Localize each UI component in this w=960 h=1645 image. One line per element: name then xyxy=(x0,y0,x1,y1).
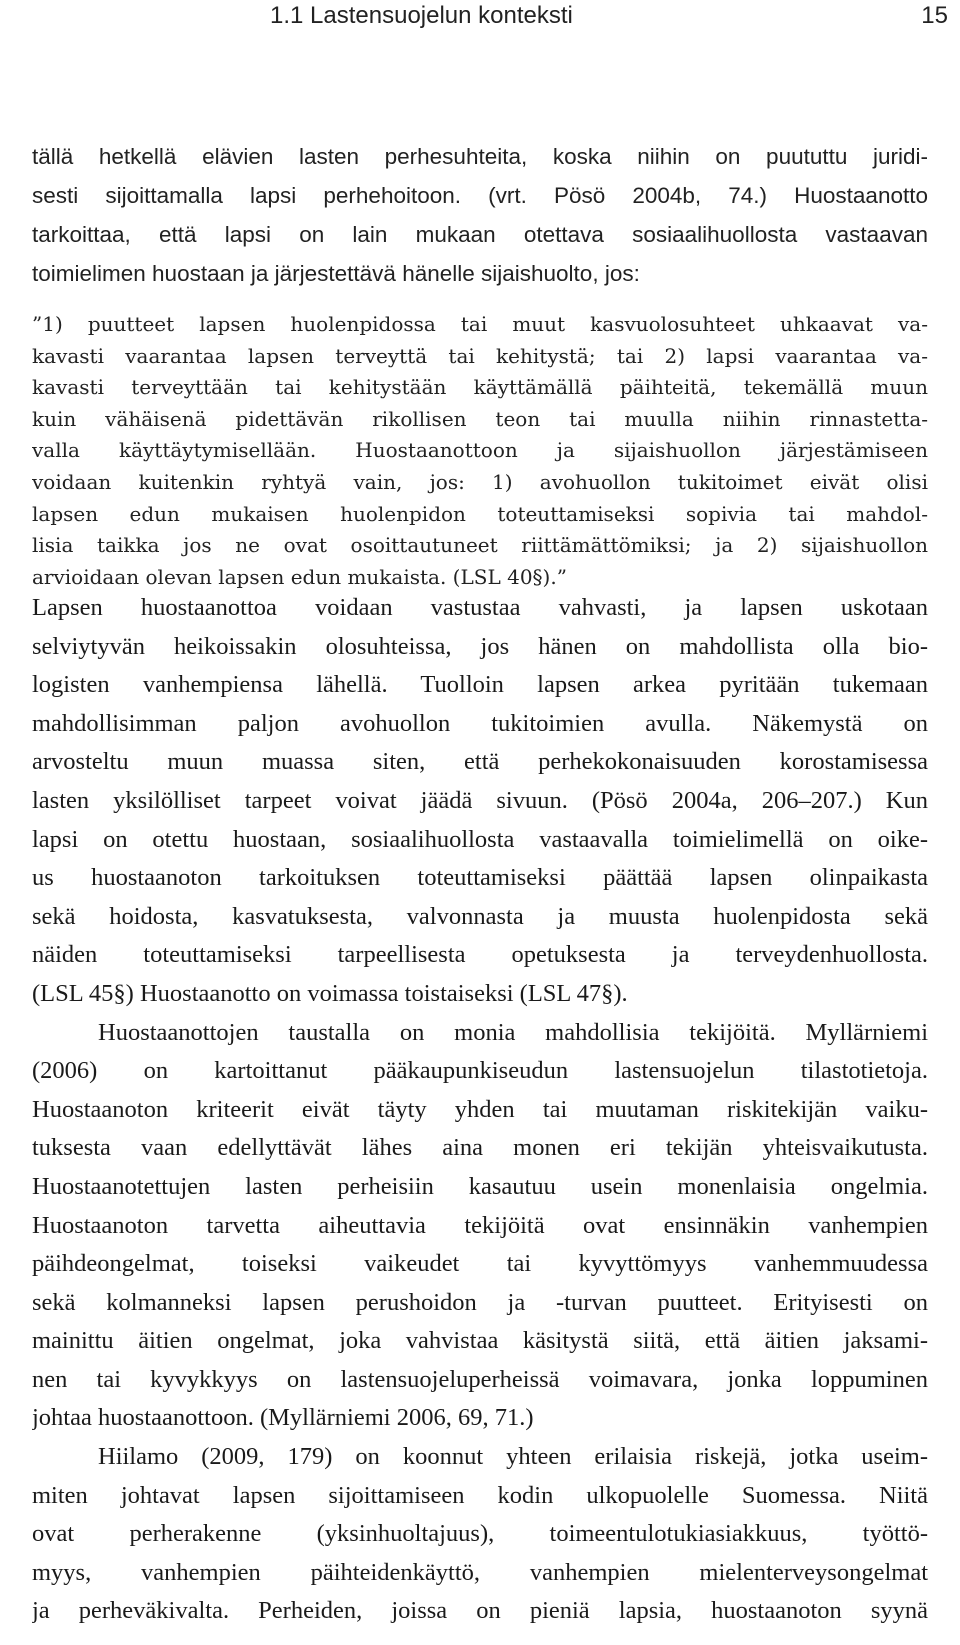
text-line: us huostaanoton tarkoituksen toteuttamiseksi päättää lapsen olinpaikasta xyxy=(32,864,928,892)
intro-paragraph xyxy=(32,137,928,293)
text-line: myys, vanhempien päihteidenkäyttö, vanhempien mielenterveysongelmat xyxy=(32,1558,928,1586)
text-line: logisten vanhempiensa lähellä. Tuolloin lapsen arkea pyritään tukemaan xyxy=(32,671,928,699)
law-quote xyxy=(32,309,928,593)
page-number: 15 xyxy=(921,2,948,29)
text-line: tällä hetkellä elävien lasten perhesuhteita, koska niihin on puututtu juridi- xyxy=(32,144,928,169)
quote-line: voidaan kuitenkin ryhtyä vain, jos: 1) avohuollon tukitoimet eivät olisi xyxy=(32,469,928,494)
text-line: Huostaanoton tarvetta aiheuttavia tekijöitä ovat ensinnäkin vanhempien xyxy=(32,1211,928,1239)
quote-line: lisia taikka jos ne ovat osoittautuneet riittämättömiksi; ja 2) sijaishuollon xyxy=(32,533,928,558)
text-line: nen tai kyvykkyys on lastensuojeluperheissä voimavara, jonka loppuminen xyxy=(32,1365,928,1393)
text-line: Lapsen huostaanottoa voidaan vastustaa vahvasti, ja lapsen uskotaan xyxy=(32,594,928,621)
text-line: ja perheväkivalta. Perheiden, joissa on pieniä lapsia, huostaanoton syynä xyxy=(32,1597,928,1625)
text-line: mainittu äitien ongelmat, joka vahvistaa käsitystä siitä, että äitien jaksami- xyxy=(32,1327,928,1355)
text-line: ovat perherakenne (yksinhuoltajuus), toimeentulotukiasiakkuus, työttö- xyxy=(32,1520,928,1548)
text-line: tarkoittaa, että lapsi on lain mukaan otettava sosiaalihuollosta vastaavan xyxy=(32,222,928,247)
text-line: selviytyvän heikoissakin olosuhteissa, jos hänen on mahdollista olla bio- xyxy=(32,632,928,660)
quote-line: kavasti terveyttään tai kehitystään käyttämällä päihteitä, tekemällä muun xyxy=(32,375,928,400)
text-line: Huostaanotettujen lasten perheisiin kasautuu usein monenlaisia ongelmia. xyxy=(32,1172,928,1200)
text-line: miten johtavat lapsen sijoittamiseen kodin ulkopuolelle Suomessa. Niitä xyxy=(32,1481,928,1509)
quote-line: kuin vähäisenä pidettävän rikollisen teon tai muulla niihin rinnastetta- xyxy=(32,406,928,431)
quote-line: lapsen edun mukaisen huolenpidon toteuttamiseksi sopivia tai mahdol- xyxy=(32,501,928,526)
text-line: tuksesta vaan edellyttävät lähes aina monen eri tekijän yhteisvaikutusta. xyxy=(32,1134,928,1162)
text-line: Huostaanottojen taustalla on monia mahdollisia tekijöitä. Myllärniemi xyxy=(98,1018,928,1046)
text-line: johtaa huostaanottoon. (Myllärniemi 2006, 69, 71.) xyxy=(32,1404,534,1432)
text-line: lasten yksilölliset tarpeet voivat jäädä sivuun. (Pösö 2004a, 206–207.) Kun xyxy=(32,786,928,814)
text-line: arvosteltu muun muassa siten, että perhekokonaisuuden korostamisessa xyxy=(32,748,928,776)
text-line: mahdollisimman paljon avohuollon tukitoimien avulla. Näkemystä on xyxy=(32,709,928,737)
text-line: toimielimen huostaan ja järjestettävä hänelle sijaishuolto, jos: xyxy=(32,261,640,286)
text-line: näiden toteuttamiseksi tarpeellisesta opetuksesta ja terveydenhuollosta. xyxy=(32,941,928,969)
text-line: Huostaanoton kriteerit eivät täyty yhden tai muutaman riskitekijän vaiku- xyxy=(32,1095,928,1123)
text-line: sekä hoidosta, kasvatuksesta, valvonnasta ja muusta huolenpidosta sekä xyxy=(32,902,928,930)
text-line: Hiilamo (2009, 179) on koonnut yhteen erilaisia riskejä, jotka useim- xyxy=(98,1443,928,1471)
text-line: (LSL 45§) Huostaanotto on voimassa toistaiseksi (LSL 47§). xyxy=(32,979,628,1007)
text-line: (2006) on kartoittanut pääkaupunkiseudun lastensuojelun tilastotietoja. xyxy=(32,1057,928,1085)
running-header xyxy=(0,0,960,44)
text-line: lapsi on otettu huostaan, sosiaalihuollosta vastaavalla toimielimellä on oike- xyxy=(32,825,928,853)
section-title: 1.1 Lastensuojelun konteksti xyxy=(270,2,573,29)
quote-line: arvioidaan olevan lapsen edun mukaista. (LSL 40§).” xyxy=(32,564,567,589)
text-line: sesti sijoittamalla lapsi perhehoitoon. (vrt. Pösö 2004b, 74.) Huostaanotto xyxy=(32,183,928,208)
quote-line: valla käyttäytymisellään. Huostaanottoon ja sijaishuollon järjestämiseen xyxy=(32,438,928,463)
body-text xyxy=(32,589,928,1631)
quote-line: ”1) puutteet lapsen huolenpidossa tai muut kasvuolosuhteet uhkaavat va- xyxy=(32,312,928,336)
quote-line: kavasti vaarantaa lapsen terveyttä tai kehitystä; tai 2) lapsi vaarantaa va- xyxy=(32,343,928,368)
text-line: päihdeongelmat, toiseksi vaikeudet tai kyvyttömyys vanhemmuudessa xyxy=(32,1250,928,1278)
text-line: sekä kolmanneksi lapsen perushoidon ja -turvan puutteet. Erityisesti on xyxy=(32,1288,928,1316)
